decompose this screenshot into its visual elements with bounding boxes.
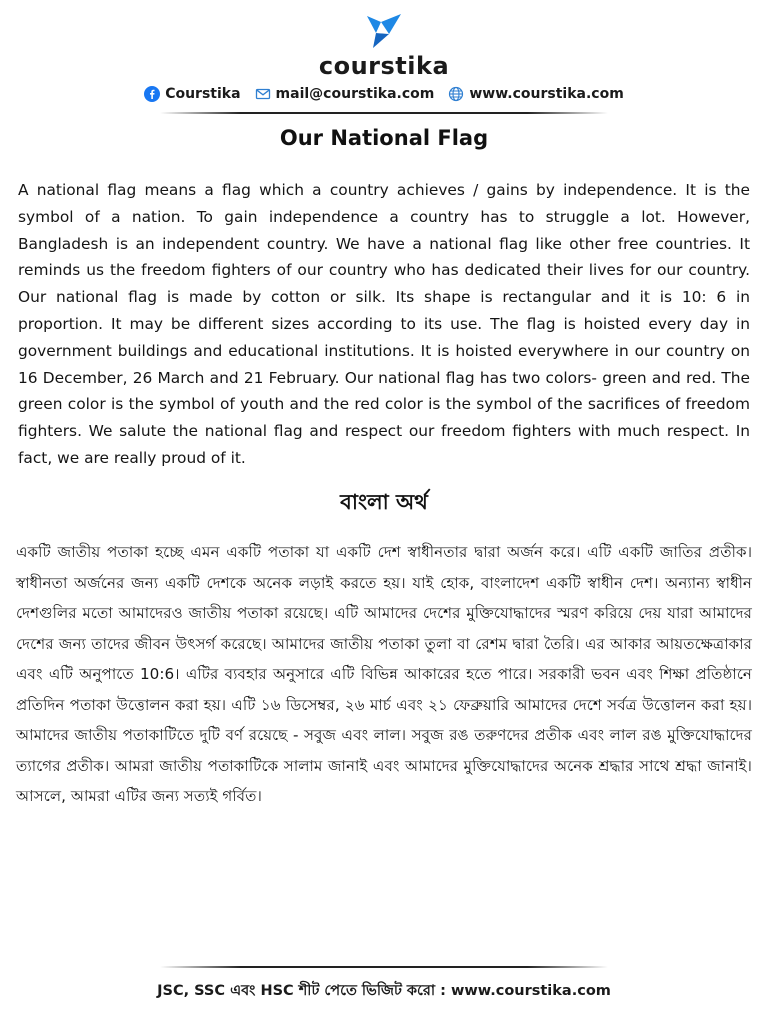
facebook-link[interactable] bbox=[144, 86, 240, 102]
mail-icon bbox=[255, 86, 271, 102]
bangla-heading: বাংলা অর্থ bbox=[340, 490, 428, 514]
courstika-logo-icon bbox=[363, 12, 405, 52]
header-divider bbox=[160, 112, 608, 114]
globe-icon bbox=[448, 86, 464, 102]
facebook-icon bbox=[144, 86, 160, 102]
page-title: Our National Flag bbox=[279, 126, 489, 150]
website-link[interactable] bbox=[448, 86, 623, 102]
brand-name: courstika bbox=[318, 52, 450, 80]
english-paragraph: A national flag means a flag which a country achieves / gains by independence. It is the symbol of a nation. To gain independence a country has to struggle a lot. However, Bangladesh is an independent country. We have a national flag like other free countries. It reminds us the freedom fighters of our country who has dedicated their lives for our country. Our national flag is made by cotton or silk. Its shape is rectangular and it is 10: 6 in proportion. It may be different sizes according to its use. The flag is hoisted every day in government buildings and educational institutions. It is hoisted everywhere in our country on 16 December, 26 March and 21 February. Our national flag has two colors- green and red. The green color is the symbol of youth and the red color is the symbol of the sacrifices of freedom fighters. We salute the national flag and respect our freedom fighters with much respect. In fact, we are really proud of it. bbox=[18, 181, 750, 467]
facebook-label: Courstika bbox=[165, 86, 241, 102]
website-label: www.courstika.com bbox=[469, 86, 624, 102]
bangla-paragraph: একটি জাতীয় পতাকা হচ্ছে এমন একটি পতাকা যা একটি দেশ স্বাধীনতার দ্বারা অর্জন করে। এটি একটি জাতির প্রতীক। স্বাধীনতা অর্জনের জন্য একটি দেশকে অনেক লড়াই করতে হয়। যাই হোক, বাংলাদেশ একটি স্বাধীন দেশ। অন্যান্য স্বাধীন দেশগুলির মতো আমাদেরও জাতীয় পতাকা রয়েছে। এটি আমাদের দেশের মুক্তিযোদ্ধাদের স্মরণ করিয়ে দেয় যারা আমাদের দেশের জন্য তাদের জীবন উৎসর্গ করেছে। আমাদের জাতীয় পতাকা তুলা বা রেশম দ্বারা তৈরি। এর আকার আয়তক্ষেত্রাকার এবং এটি অনুপাতে 10:6। এটির ব্যবহার অনুসারে এটি বিভিন্ন আকারের হতে পারে। সরকারী ভবন এবং শিক্ষা প্রতিষ্ঠানে প্রতিদিন পতাকা উত্তোলন করা হয়। এটি ১৬ ডিসেম্বর, ২৬ মার্চ এবং ২১ ফেব্রুয়ারি আমাদের দেশে সর্বত্র উত্তোলন করা হয়। আমাদের জাতীয় পতাকাটিতে দুটি বর্ণ রয়েছে - সবুজ এবং লাল। সবুজ রঙ তরুণদের প্রতীক এবং লাল রঙ মুক্তিযোদ্ধাদের ত্যাগের প্রতীক। আমরা জাতীয় পতাকাটিকে সালাম জানাই এবং আমাদের মুক্তিযোদ্ধাদের অনেক শ্রদ্ধার সাথে শ্রদ্ধা জানাই। আসলে, আমরা এটির জন্য সত্যই গর্বিত। bbox=[16, 543, 752, 805]
footer-text: JSC, SSC এবং HSC শীট পেতে ভিজিট করো : www.courstika.com bbox=[157, 983, 611, 999]
page-header bbox=[0, 12, 768, 102]
footer-divider bbox=[160, 966, 608, 968]
contact-bar bbox=[0, 86, 768, 102]
email-label: mail@courstika.com bbox=[275, 86, 435, 102]
email-link[interactable] bbox=[255, 86, 435, 102]
